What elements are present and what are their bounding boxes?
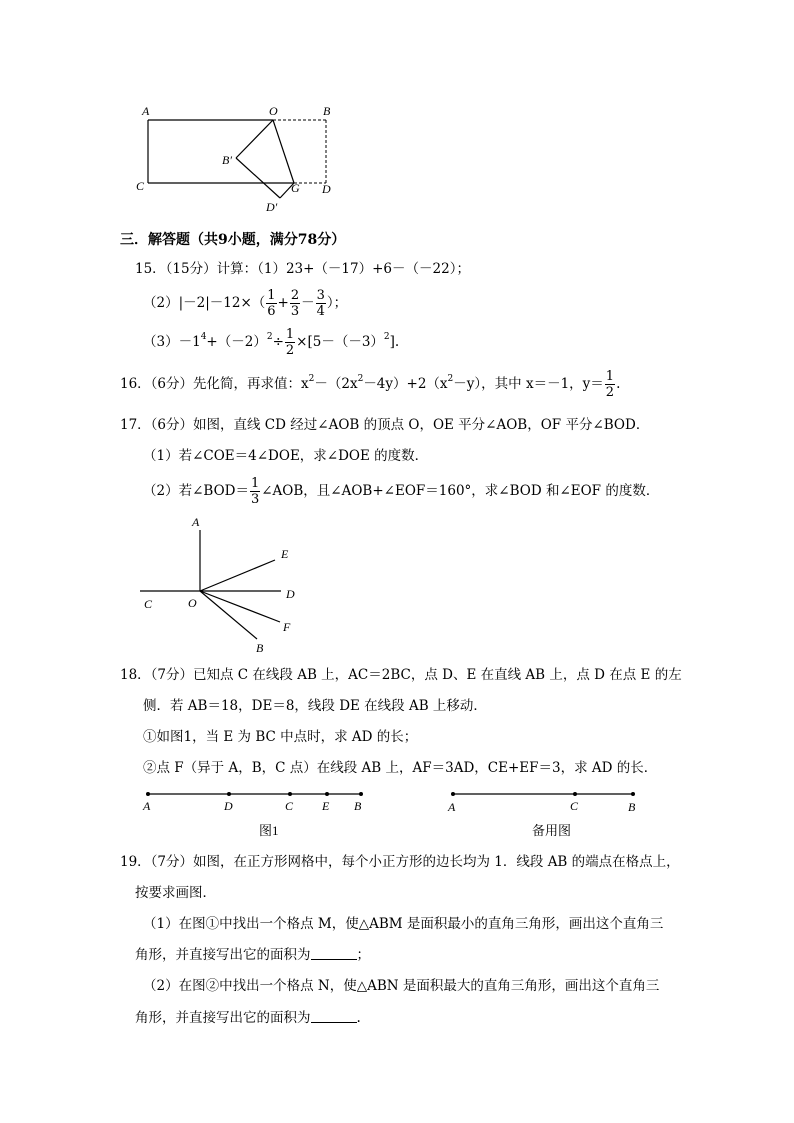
fold-bp-dp xyxy=(236,158,280,198)
label-D: D xyxy=(286,587,295,601)
point-B xyxy=(359,792,363,796)
label-A: A xyxy=(142,104,150,118)
label-O: O xyxy=(188,596,197,610)
q15-line2: （2）|－2|－12×（ $\frac{1}{6}$ + $\frac{2}{3}$ － $\frac{3}{4}$ ）； xyxy=(143,288,348,319)
fraction-1-6: $\frac{1}{6}$ xyxy=(267,288,276,319)
q19-line3: （1）在图①中找出一个格点 M，使△ABM 是面积最小的直角三角形，画出这个直角三 xyxy=(143,916,664,932)
label-Dp: D′ xyxy=(266,200,278,214)
q15-line3: $(3)-1^4+(-2)^2\div$ $\frac{1}{2}$ $\times[5-(-3)^2]$. xyxy=(143,327,400,358)
label-G: G xyxy=(291,181,300,195)
ray-OF xyxy=(200,591,280,622)
q16-line: 16．（6分）先化简，再求值：$x^2-(2x^2-4y)+2(x^2-y)$，其中 x＝－1，y＝ $\frac{1}{2}$ . xyxy=(120,369,621,400)
caption-fig1: 图1 xyxy=(259,823,279,838)
point-B xyxy=(631,792,635,796)
ray-OE xyxy=(200,560,275,591)
label-B: B xyxy=(354,799,362,813)
label-O: O xyxy=(269,104,278,118)
q15-l2-pre: （2）|－2|－12×（ xyxy=(143,295,266,311)
fraction-y-1-2: $\frac{1}{2}$ xyxy=(605,369,615,400)
q17-line3: （2）若∠BOD＝ $\frac{1}{3}$ ∠AOB，且∠AOB+∠EOF＝160°，求∠BOD 和∠EOF 的度数． xyxy=(143,476,660,507)
answer-blank-2[interactable] xyxy=(311,1010,357,1023)
label-F: F xyxy=(283,620,291,634)
q18-line1: 18．（7分）已知点 C 在线段 AB 上，AC＝2BC，点 D、E 在直线 AB 上，点 D 在点 E 的左 xyxy=(120,667,682,683)
fold-o-g xyxy=(273,120,294,183)
fraction-3-4: $\frac{3}{4}$ xyxy=(316,288,325,319)
q17-line1: 17．（6分）如图，直线 CD 经过∠AOB 的顶点 O，OE 平分∠AOB，OF 平分∠BOD． xyxy=(120,417,650,433)
q18-line3: ①如图1，当 E 为 BC 中点时，求 AD 的长； xyxy=(143,729,418,745)
q18-line4: ②点 F（异于 A，B，C 点）在线段 AB 上，AF＝3AD，CE+EF＝3，求 AD 的长． xyxy=(143,760,658,776)
label-C: C xyxy=(570,799,579,813)
label-D: D xyxy=(224,799,233,813)
q19-line1: 19．（7分）如图，在正方形网格中，每个小正方形的边长均为 1．线段 AB 的端点在格点上， xyxy=(120,854,680,870)
point-A xyxy=(451,792,455,796)
section-title: 三．解答题（共9小题，满分78分） xyxy=(120,232,346,248)
label-C: C xyxy=(285,799,294,813)
q18-line2: 侧．若 AB＝18，DE＝8，线段 DE 在线段 AB 上移动． xyxy=(143,698,487,714)
ray-OB xyxy=(200,591,257,639)
label-E: E xyxy=(281,547,289,561)
fraction-1-3: $\frac{1}{3}$ xyxy=(250,476,260,507)
label-E: E xyxy=(322,799,330,813)
label-B: B xyxy=(323,104,331,118)
answer-blank-1[interactable] xyxy=(311,947,357,960)
q19-line2: 按要求画图． xyxy=(135,885,216,901)
caption-backup: 备用图 xyxy=(532,823,572,838)
q19-line5: （2）在图②中找出一个格点 N，使△ABN 是面积最大的直角三角形，画出这个直角三 xyxy=(143,978,660,994)
label-Bp: B′ xyxy=(222,153,232,167)
label-C: C xyxy=(136,179,145,193)
q17-line2: （1）若∠COE＝4∠DOE，求∠DOE 的度数． xyxy=(143,448,429,464)
segment-figure-backup xyxy=(440,784,650,844)
label-B: B xyxy=(256,641,264,655)
segment-figure-1 xyxy=(135,784,375,844)
q15-line1: 15．（15分）计算：（1）23+（－17）+6－（－22）； xyxy=(135,261,470,277)
label-D: D xyxy=(322,182,331,196)
fold-rectangle-figure xyxy=(130,98,350,218)
point-C xyxy=(573,792,577,796)
point-A xyxy=(146,792,150,796)
point-D xyxy=(227,792,231,796)
q19-line6: 角形，并直接写出它的面积为 . xyxy=(135,1010,361,1026)
point-C xyxy=(288,792,292,796)
angle-figure xyxy=(130,512,310,657)
label-A: A xyxy=(192,515,200,529)
q19-line4: 角形，并直接写出它的面积为 ； xyxy=(135,947,370,963)
fold-o-bp xyxy=(236,120,273,158)
point-E xyxy=(325,792,329,796)
label-C: C xyxy=(144,597,153,611)
label-A: A xyxy=(143,799,151,813)
label-B: B xyxy=(628,800,636,814)
label-A: A xyxy=(448,800,456,814)
fraction-2-3: $\frac{2}{3}$ xyxy=(290,288,300,319)
fraction-1-2: $\frac{1}{2}$ xyxy=(285,327,295,358)
